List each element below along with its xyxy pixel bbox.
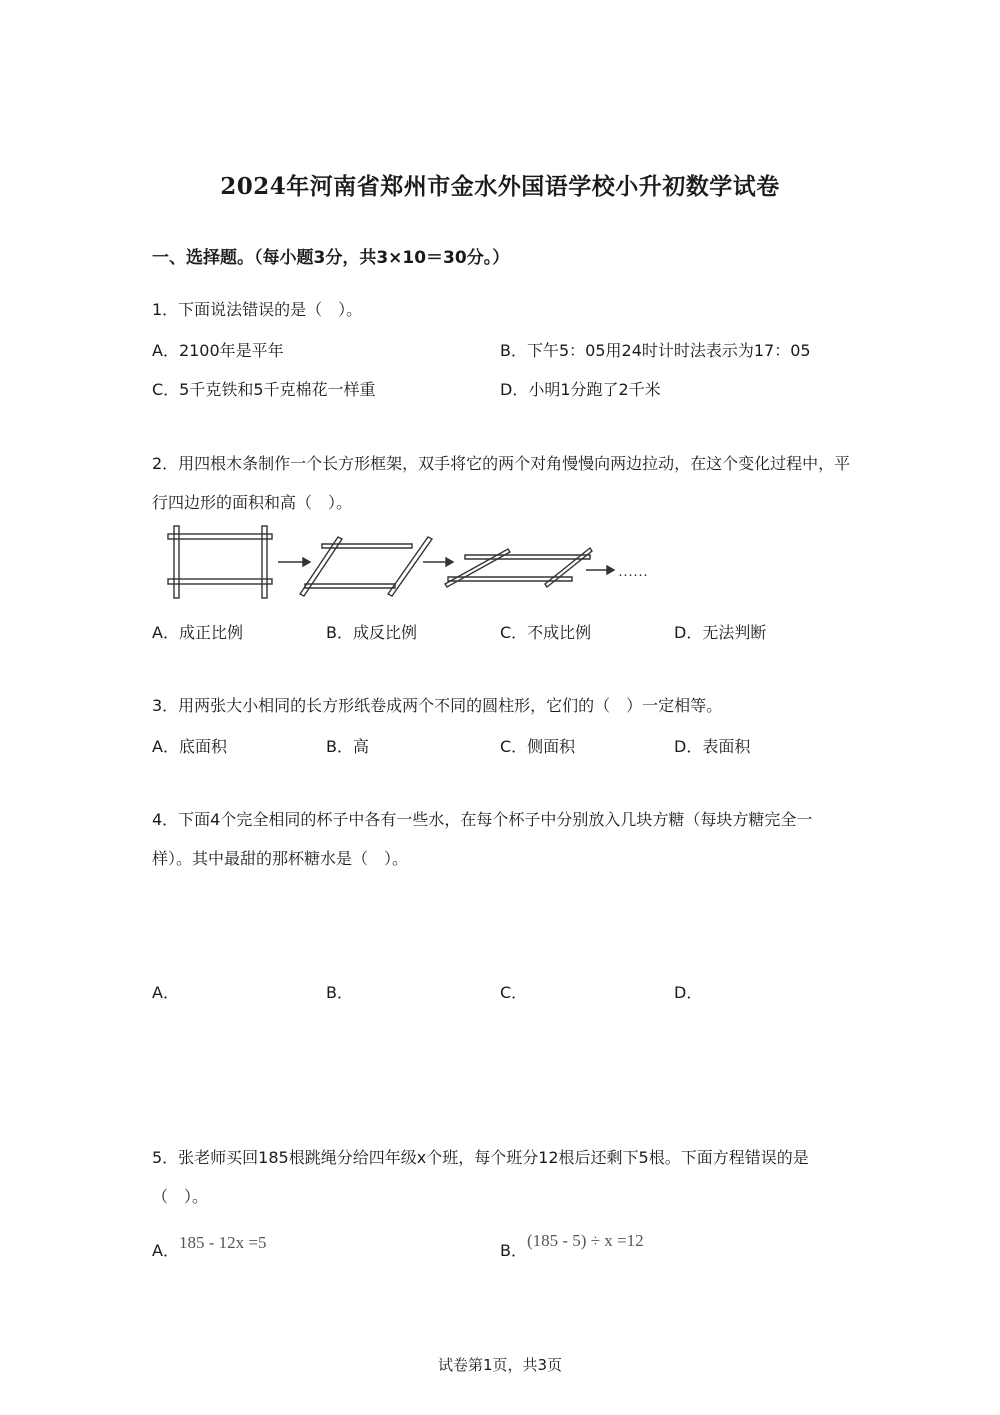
- frame-transformation-figure: [160, 522, 660, 604]
- page-title: 2024年河南省郑州市金水外国语学校小升初数学试卷: [220, 173, 780, 200]
- q1-option-d[interactable]: D．小明1分跑了2千米: [500, 380, 661, 399]
- page-footer: 试卷第1页，共3页: [437, 1356, 563, 1374]
- question-4-stem: 4．下面4个完全相同的杯子中各有一些水，在每个杯子中分别放入几块方糖（每块方糖完全一样）。其中最甜的那杯糖水是（ ）。: [152, 810, 813, 868]
- q1-option-b[interactable]: B．下午5：05用24时计时法表示为17：05: [500, 341, 811, 360]
- q3-option-a[interactable]: A．底面积: [152, 737, 227, 756]
- question-1-stem: 1．下面说法错误的是（ ）。: [152, 300, 363, 319]
- q3-option-c[interactable]: C．侧面积: [500, 737, 576, 756]
- q2-option-a[interactable]: A．成正比例: [152, 623, 243, 642]
- q2-option-b[interactable]: B．成反比例: [326, 623, 417, 642]
- q5-option-b[interactable]: [500, 1231, 644, 1261]
- q3-option-d[interactable]: D．表面积: [674, 737, 751, 756]
- q3-option-b[interactable]: B．高: [326, 737, 369, 756]
- question-5-stem: 5．张老师买回185根跳绳分给四年级x个班，每个班分12根后还剩下5根。下面方程错误的是（ ）。: [152, 1148, 809, 1206]
- q4-option-c[interactable]: C．: [500, 983, 528, 1002]
- question-3-stem: 3．用两张大小相同的长方形纸卷成两个不同的圆柱形，它们的（ ）一定相等。: [152, 696, 723, 715]
- q2-option-c[interactable]: C．不成比例: [500, 623, 592, 642]
- q5-option-b-label: B．: [500, 1241, 527, 1260]
- continuation-dots: ……: [618, 564, 648, 580]
- q5-option-a-formula: 185 - 12x =5: [178, 1233, 267, 1252]
- question-2-stem: 2．用四根木条制作一个长方形框架，双手将它的两个对角慢慢向两边拉动，在这个变化过程中，平行四边形的面积和高（ ）。: [152, 454, 851, 512]
- section-heading: 一、选择题。（每小题3分，共3×10＝30分。）: [152, 248, 510, 268]
- q5-option-a[interactable]: [152, 1233, 267, 1261]
- q2-option-d[interactable]: D．无法判断: [674, 623, 767, 642]
- q4-option-b[interactable]: B．: [326, 983, 353, 1002]
- cup-d-figure: [714, 880, 814, 1075]
- q4-option-d[interactable]: D．: [674, 983, 703, 1002]
- q1-option-c[interactable]: C．5千克铁和5千克棉花一样重: [152, 380, 376, 399]
- q4-option-a[interactable]: A．: [152, 983, 179, 1002]
- q5-option-b-formula: (185 - 5) ÷ x =12: [526, 1231, 644, 1250]
- cup-b-figure: [364, 880, 464, 1075]
- q1-option-a[interactable]: A．2100年是平年: [152, 341, 284, 360]
- cup-a-figure: [190, 880, 290, 1075]
- cup-c-figure: [538, 880, 638, 1075]
- q5-option-a-label: A．: [152, 1241, 179, 1260]
